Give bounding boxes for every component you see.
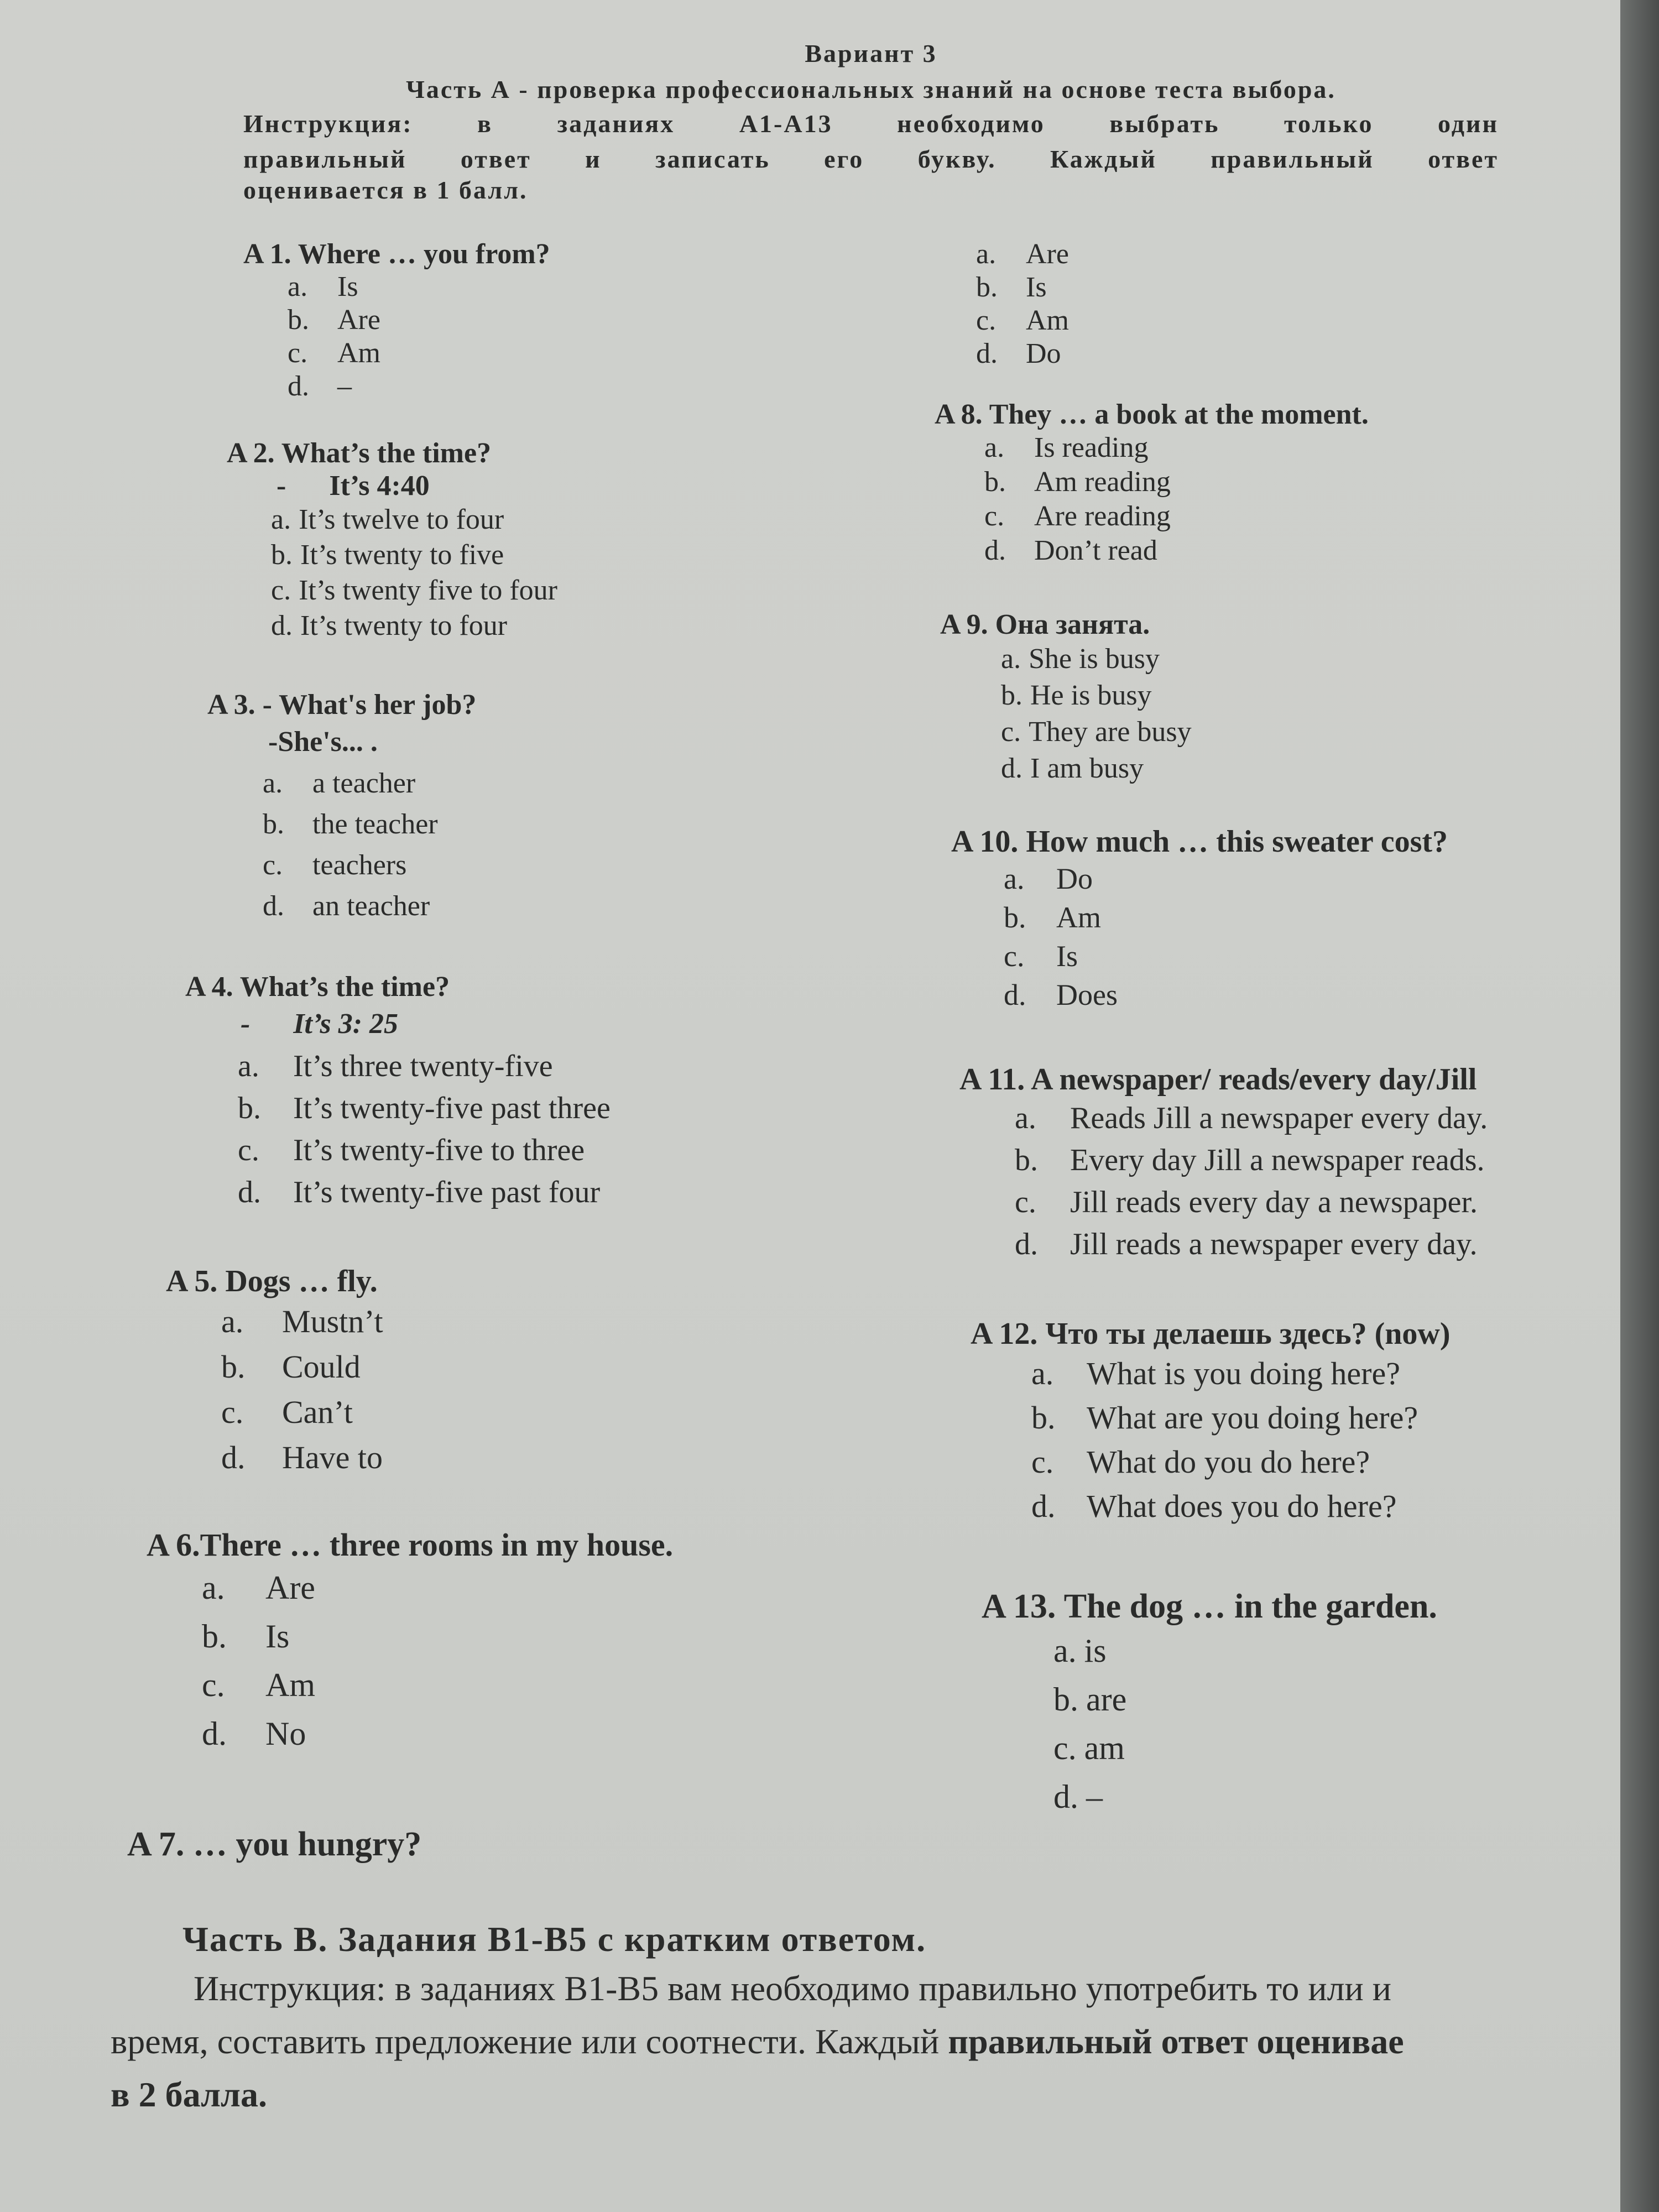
part-a-title: Часть А - проверка профессиональных знаний на основе теста выбора. <box>406 75 1336 103</box>
instruction-line-2: правильный ответ и записать его букву. Каждый правильный ответ <box>243 145 1499 173</box>
option-b[interactable]: b. It’s twenty to five <box>271 539 504 571</box>
question-title: A 3. - What's her job? <box>207 689 477 721</box>
instruction-line-1: Инструкция: в заданиях А1-А13 необходимо выбрать только один <box>243 109 1499 138</box>
options-list <box>288 270 550 403</box>
option-b[interactable]: b. Is <box>202 1618 290 1655</box>
question-title: A 12. Что ты делаешь здесь? (now) <box>971 1317 1451 1351</box>
option-a[interactable]: a. a teacher <box>263 768 416 799</box>
question-title: A 9. Она занята. <box>940 609 1150 640</box>
options-list <box>976 238 1069 371</box>
option-d[interactable]: d. It’s twenty to four <box>271 610 508 641</box>
options-list <box>1031 1352 1451 1528</box>
option-a[interactable]: a. Do <box>1004 862 1093 895</box>
option-a[interactable]: a. It’s three twenty-five <box>238 1049 553 1083</box>
option-a[interactable]: a. Mustn’t <box>221 1303 383 1339</box>
option-c[interactable]: c. Are reading <box>984 500 1171 532</box>
option-b[interactable]: b. What are you doing here? <box>1031 1400 1418 1436</box>
option-d[interactable]: d. Jill reads a newspaper every day. <box>1015 1227 1478 1261</box>
option-d[interactable]: d. an teacher <box>263 890 430 922</box>
question-title: A 1. Where … you from? <box>243 238 550 270</box>
question-title: A 4. What’s the time? <box>185 971 450 1003</box>
option-b[interactable]: b. are <box>1053 1681 1127 1718</box>
question-title: A 11. A newspaper/ reads/every day/Jill <box>959 1062 1477 1097</box>
option-a[interactable]: a. What is you doing here? <box>1031 1355 1400 1391</box>
test-header <box>243 39 1499 206</box>
question-a11 <box>959 1062 1488 1265</box>
options-list <box>984 431 1369 568</box>
question-a8 <box>935 398 1369 568</box>
option-a[interactable]: a. Is <box>288 271 358 302</box>
question-a10 <box>951 824 1448 1014</box>
option-c[interactable]: c. Is <box>1004 940 1078 973</box>
option-a[interactable]: a. It’s twelve to four <box>271 504 504 535</box>
option-b[interactable]: b. He is busy <box>1001 680 1152 711</box>
option-a[interactable]: a. Are <box>976 238 1069 270</box>
options-list <box>1001 641 1192 787</box>
option-c[interactable]: c. Am <box>976 305 1069 336</box>
question-a7-title <box>127 1825 421 1864</box>
options-list <box>263 763 476 927</box>
option-b[interactable]: b. Could <box>221 1349 361 1385</box>
option-d[interactable]: d. No <box>202 1715 306 1752</box>
option-b[interactable]: b. the teacher <box>263 808 438 840</box>
option-b[interactable]: b. Are <box>288 304 380 336</box>
question-a13 <box>982 1587 1437 1821</box>
question-a12 <box>971 1316 1451 1528</box>
option-b[interactable]: b. Is <box>976 272 1047 303</box>
options-list <box>1015 1097 1488 1265</box>
option-c[interactable]: c. teachers <box>263 849 407 881</box>
part-b-section <box>111 1919 1637 2119</box>
option-c[interactable]: c. What do you do here? <box>1031 1444 1370 1480</box>
variant-title: Вариант 3 <box>805 39 937 67</box>
option-d[interactable]: d. Don’t read <box>984 535 1157 566</box>
question-a3 <box>207 688 476 927</box>
option-b[interactable]: b. Am reading <box>984 466 1171 498</box>
part-b-title: Часть В. Задания В1-В5 с кратким ответом. <box>182 1919 927 1959</box>
question-title: A 10. How much … this sweater cost? <box>951 825 1448 859</box>
option-b[interactable]: b. It’s twenty-five past three <box>238 1091 611 1125</box>
instruction-line-3: оценивается в 1 балл. <box>243 176 528 204</box>
question-a4 <box>185 971 611 1213</box>
option-d[interactable]: d. – <box>1053 1778 1103 1815</box>
question-title: A 8. They … a book at the moment. <box>935 399 1369 430</box>
option-d[interactable]: d. – <box>288 371 352 402</box>
question-a5 <box>166 1264 383 1480</box>
question-title: A 7. … you hungry? <box>127 1825 422 1863</box>
question-prompt: - It’s 4:40 <box>276 470 430 502</box>
part-b-line-2-bold: правильный ответ оценивае <box>948 2022 1404 2061</box>
question-a6 <box>147 1526 673 1758</box>
question-title: A 6.There … three rooms in my house. <box>147 1527 674 1563</box>
option-b[interactable]: b. Am <box>1004 901 1101 934</box>
option-d[interactable]: d. Does <box>1004 978 1118 1011</box>
option-a[interactable]: a. Are <box>202 1569 315 1606</box>
option-a[interactable]: a. She is busy <box>1001 643 1160 675</box>
question-title: A 13. The dog … in the garden. <box>982 1588 1437 1625</box>
question-prompt: - It’s 3: 25 <box>241 1008 399 1040</box>
option-c[interactable]: c. Am <box>288 337 380 369</box>
option-a[interactable]: a. Is reading <box>984 432 1149 463</box>
option-a[interactable]: a. is <box>1053 1632 1107 1669</box>
option-c[interactable]: c. Am <box>202 1667 315 1703</box>
option-c[interactable]: c. It’s twenty five to four <box>271 575 557 606</box>
part-b-line-2-normal: время, составить предложение или соотнести. Каждый <box>111 2022 948 2061</box>
options-list <box>1004 859 1448 1014</box>
question-a1 <box>243 238 550 403</box>
question-a2 <box>227 437 557 644</box>
option-a[interactable]: a. Reads Jill a newspaper every day. <box>1015 1101 1488 1135</box>
options-list <box>238 1045 611 1213</box>
background-edge <box>1620 0 1659 2212</box>
options-list <box>221 1299 383 1480</box>
option-d[interactable]: d. It’s twenty-five past four <box>238 1175 601 1209</box>
options-list <box>202 1563 673 1758</box>
part-b-line-3: в 2 балла. <box>111 2075 267 2114</box>
option-b[interactable]: b. Every day Jill a newspaper reads. <box>1015 1143 1485 1177</box>
part-b-line-2 <box>111 2017 1637 2066</box>
option-c[interactable]: c. It’s twenty-five to three <box>238 1133 585 1167</box>
option-c[interactable]: c. They are busy <box>1001 716 1192 748</box>
part-b-line-1: Инструкция: в заданиях В1-В5 вам необходимо правильно употребить то или и <box>194 1969 1392 2008</box>
question-a9 <box>940 608 1192 787</box>
question-title: A 5. Dogs … fly. <box>166 1264 378 1298</box>
option-d[interactable]: d. Have to <box>221 1439 383 1475</box>
question-title: A 2. What’s the time? <box>227 437 492 469</box>
question-a7-options <box>976 238 1069 371</box>
option-d[interactable]: d. I am busy <box>1001 753 1144 784</box>
options-list <box>1053 1626 1437 1821</box>
option-c[interactable]: c. Jill reads every day a newspaper. <box>1015 1185 1478 1219</box>
option-c[interactable]: c. Can’t <box>221 1394 353 1430</box>
options-list <box>271 502 557 644</box>
option-d[interactable]: d. What does you do here? <box>1031 1488 1397 1524</box>
option-d[interactable]: d. Do <box>976 338 1061 369</box>
question-prompt: -She's... . <box>268 726 378 758</box>
option-c[interactable]: c. am <box>1053 1730 1125 1766</box>
